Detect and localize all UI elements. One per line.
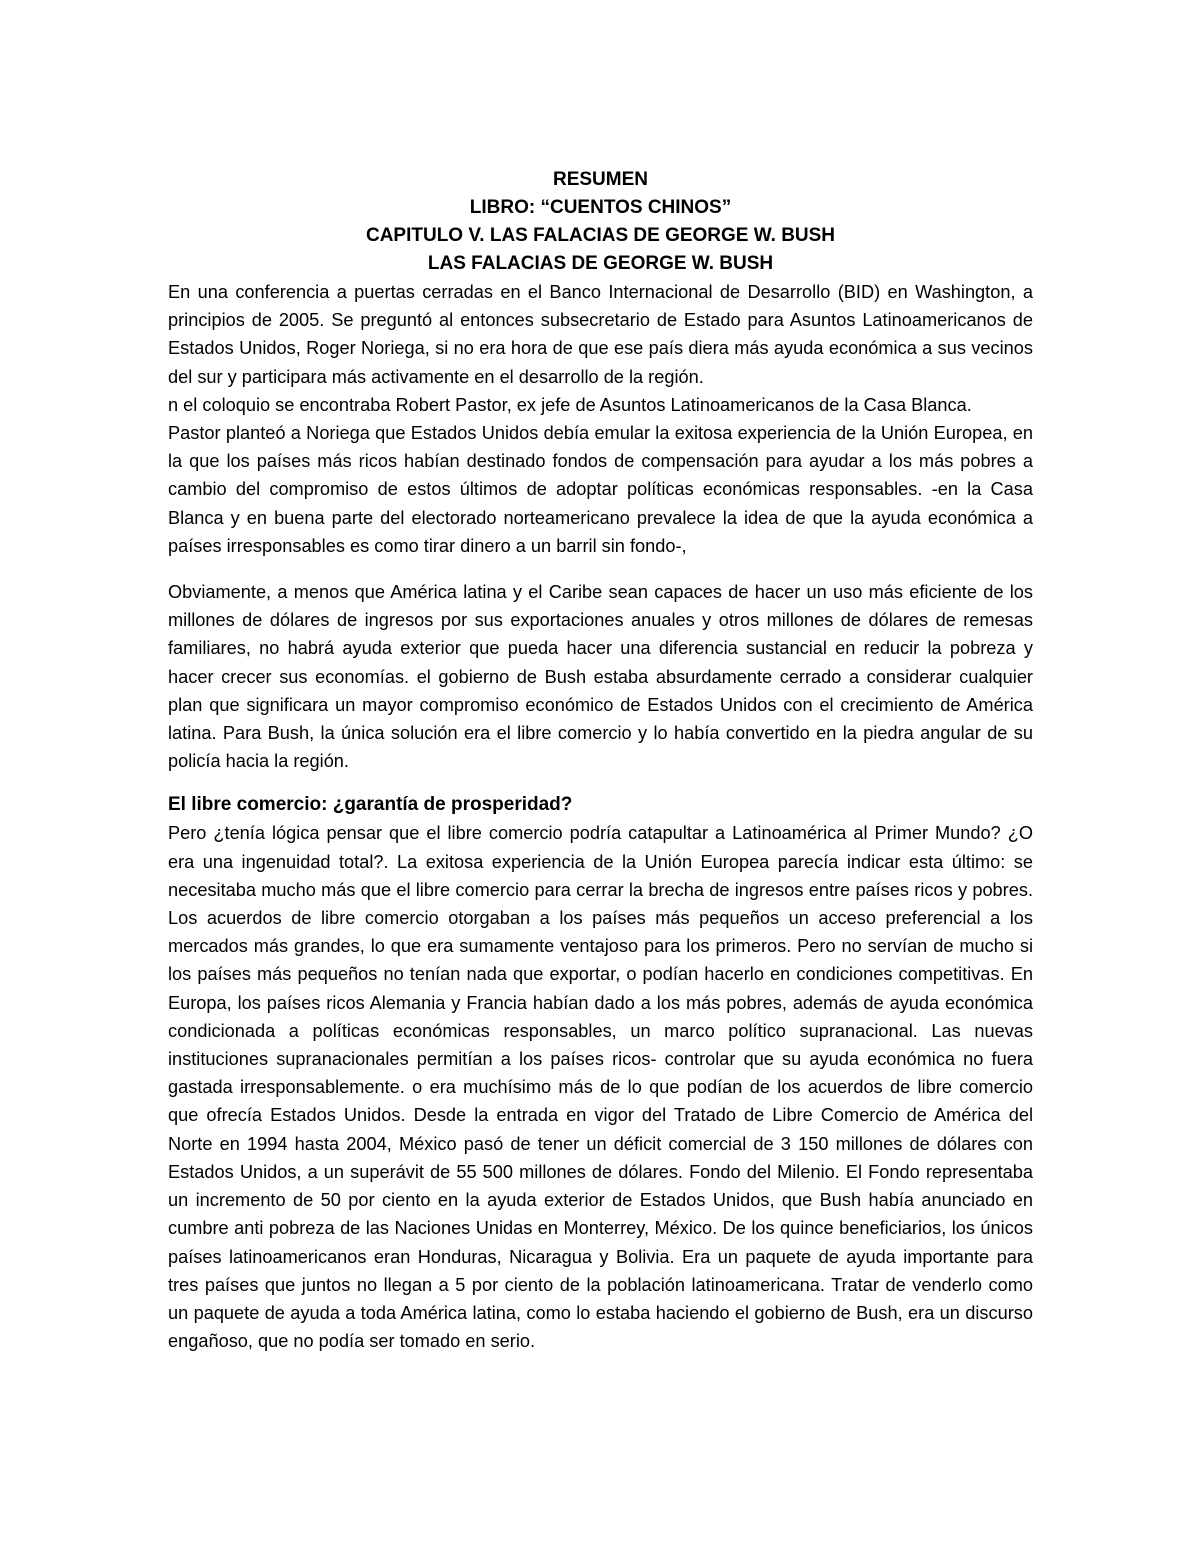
doc-title-falacias: LAS FALACIAS DE GEORGE W. BUSH xyxy=(427,253,774,274)
doc-title-resumen: RESUMEN xyxy=(552,169,648,190)
document-page xyxy=(168,166,1033,1355)
doc-title-capitulo: CAPITULO V. LAS FALACIAS DE GEORGE W. BUSH xyxy=(365,225,836,246)
paragraph-2: n el coloquio se encontraba Robert Pastor, ex jefe de Asuntos Latinoamericanos de la Casa Blanca. xyxy=(168,394,972,415)
doc-title-libro: LIBRO: “CUENTOS CHINOS” xyxy=(469,197,732,218)
paragraph-1: En una conferencia a puertas cerradas en el Banco Internacional de Desarrollo (BID) en Washington, a principios de 2005. Se preguntó al entonces subsecretario de Estado para Asuntos Latinoamericanos de Estados Unidos, Roger Noriega, si no era hora de que ese país diera más ayuda económica a sus vecinos del sur y participara más activamente en el desarrollo de la región. xyxy=(168,282,1033,387)
paragraph-5: Pero ¿tenía lógica pensar que el libre comercio podría catapultar a Latinoamérica al Primer Mundo? ¿O era una ingenuidad total?. La exitosa experiencia de la Unión Europea parecía indicar esta último: se necesitaba mucho más que el libre comercio para cerrar la brecha de ingresos entre países ricos y pobres. Los acuerdos de libre comercio otorgaban a los países más pequeños un acceso preferencial a los mercados más grandes, lo que era sumamente ventajoso para los primeros. Pero no servían de mucho si los países más pequeños no tenían nada que exportar, o podían hacerlo en condiciones competitivas. En Europa, los países ricos Alemania y Francia habían dado a los más pobres, además de ayuda económica condicionada a políticas económicas responsables, un marco político supranacional. Las nuevas instituciones supranacionales permitían a los países ricos- controlar que su ayuda económica no fuera gastada irresponsablemente. o era muchísimo más de lo que podían de los acuerdos de libre comercio que ofrecía Estados Unidos. Desde la entrada en vigor del Tratado de Libre Comercio de América del Norte en 1994 hasta 2004, México pasó de tener un déficit comercial de 3 150 millones de dólares con Estados Unidos, a un superávit de 55 500 millones de dólares. Fondo del Milenio. El Fondo representaba un incremento de 50 por ciento en la ayuda exterior de Estados Unidos, que Bush había anunciado en cumbre anti pobreza de las Naciones Unidas en Monterrey, México. De los quince beneficiarios, los únicos países latinoamericanos eran Honduras, Nicaragua y Bolivia. Era un paquete de ayuda importante para tres países que juntos no llegan a 5 por ciento de la población latinoamericana. Tratar de venderlo como un paquete de ayuda a toda América latina, como lo estaba haciendo el gobierno de Bush, era un discurso engañoso, que no podía ser tomado en serio. xyxy=(168,823,1033,1352)
paragraph-4: Obviamente, a menos que América latina y el Caribe sean capaces de hacer un uso más eficiente de los millones de dólares de ingresos por sus exportaciones anuales y otros millones de dólares de remesas familiares, no habrá ayuda exterior que pueda hacer una diferencia sustancial en reducir la pobreza y hacer crecer sus economías. el gobierno de Bush estaba absurdamente cerrado a considerar cualquier plan que significara un mayor compromiso económico de Estados Unidos con el crecimiento de América latina. Para Bush, la única solución era el libre comercio y lo había convertido en la piedra angular de su policía hacia la región. xyxy=(168,582,1033,772)
section-heading-libre-comercio: El libre comercio: ¿garantía de prosperidad? xyxy=(168,794,573,816)
paragraph-spacer xyxy=(168,560,1033,578)
paragraph-3: Pastor planteó a Noriega que Estados Unidos debía emular la exitosa experiencia de la Unión Europea, en la que los países más ricos habían destinado fondos de compensación para ayudar a los más pobres a cambio del compromiso de estos últimos de adoptar políticas económicas responsables. -en la Casa Blanca y en buena parte del electorado norteamericano prevalece la idea de que la ayuda económica a países irresponsables es como tirar dinero a un barril sin fondo-, xyxy=(168,423,1033,556)
